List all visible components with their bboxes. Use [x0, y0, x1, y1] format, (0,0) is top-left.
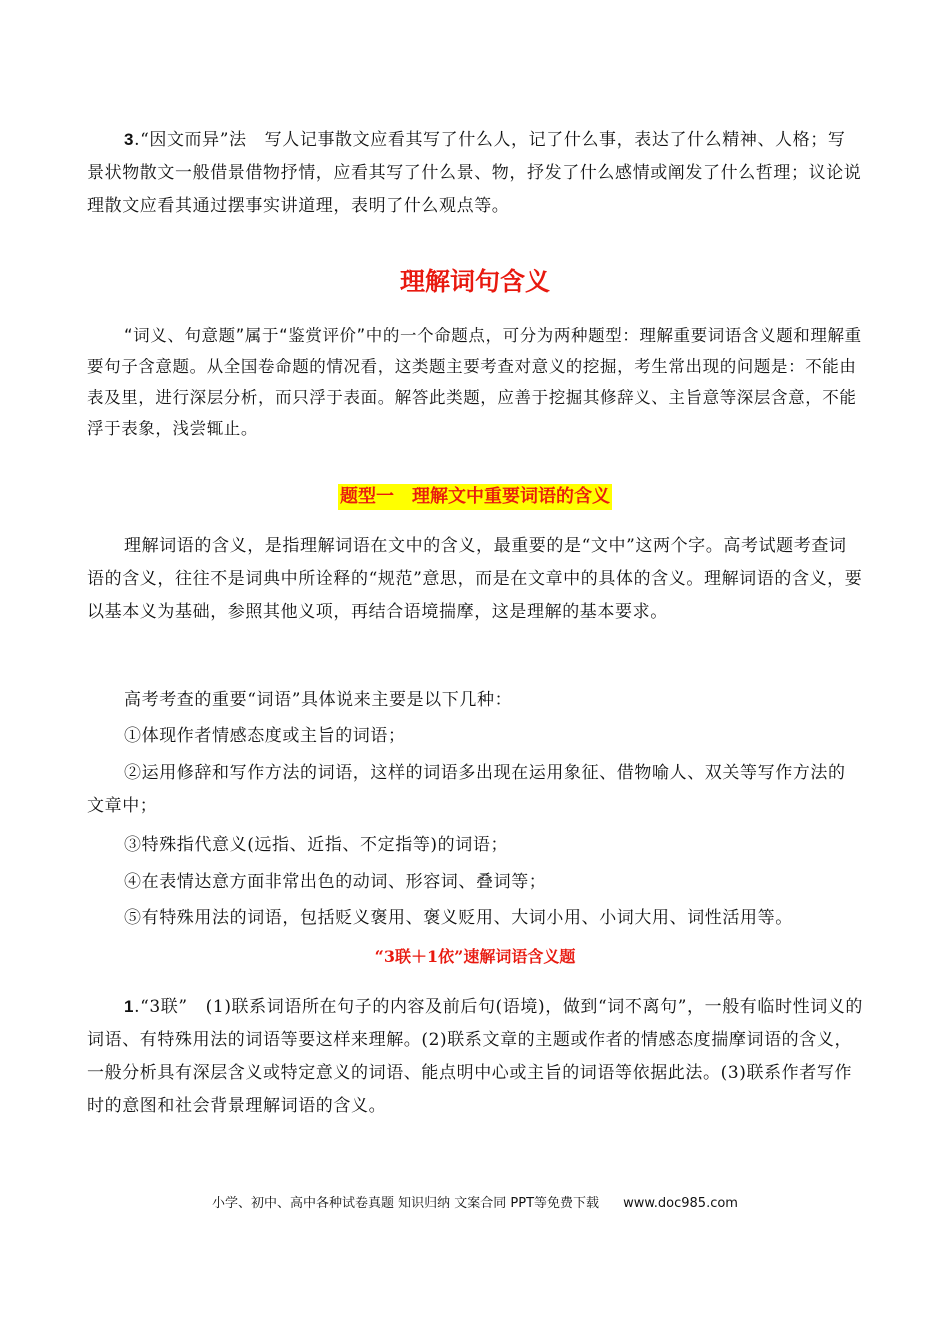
- footer-text: 小学、初中、高中各种试卷真题 知识归纳 文案合同 PPT等免费下载: [212, 1196, 600, 1211]
- intro-paragraph: “词义、句意题”属于“鉴赏评价”中的一个命题点，可分为两种题型：理解重要词语含义题和理解重要句子含意题。从全国卷命题的情况看，这类题主要考查对意义的挖掘，考生常出现的问题是：不能由表及里，进行深层分析，而只浮于表面。解答此类题，应善于挖掘其修辞义、主旨意等深层含意，不能浮于表象，浅尝辄止。: [87, 326, 862, 438]
- section-1-paragraph: [87, 990, 863, 1123]
- list-item-1: ①体现作者情感态度或主旨的词语；: [124, 726, 406, 746]
- section-1-text: (1)联系词语所在句子的内容及前后句(语境)，做到“词不离句”，一般有临时性词义的词语、有特殊用法的词语等要这样来理解。(2)联系文章的主题或作者的情感态度揣摩词语的含义，一般分析具有深层含义或特定意义的词语、能点明中心或主旨的词语等依据此法。(3)联系作者写作时的意图和社会背景理解词语的含义。: [87, 997, 863, 1116]
- list-item-4: ④在表情达意方面非常出色的动词、形容词、叠词等；: [124, 872, 547, 892]
- section-3-text: 写人记事散文应看其写了什么人，记了什么事，表达了什么精神、人格；写景状物散文一般借景借物抒情，应看其写了什么景、物，抒发了什么感情或阐发了什么哲理；议论说理散文应看其通过摆事实讲道理，表明了什么观点等。: [87, 130, 862, 216]
- list-item-3: ③特殊指代意义(远指、近指、不定指等)的词语；: [124, 835, 509, 855]
- type1-heading-wrap: [0, 484, 950, 510]
- type1-heading: 题型一 理解文中重要词语的含义: [338, 484, 612, 510]
- method-heading: “3联＋1依”速解词语含义题: [374, 947, 576, 966]
- section-1-label: .“3联”: [134, 997, 188, 1017]
- footer: [0, 1192, 950, 1211]
- paragraph-1: 理解词语的含义，是指理解词语在文中的含义，最重要的是“文中”这两个字。高考试题考查词语的含义，往往不是词典中所诠释的“规范”意思，而是在文章中的具体的含义。理解词语的含义，要以基本义为基础，参照其他义项，再结合语境揣摩，这是理解的基本要求。: [87, 536, 863, 622]
- section-1-number: 1: [124, 997, 135, 1016]
- section-3-number: 3: [124, 130, 135, 149]
- main-title: 理解词句含义: [399, 267, 550, 296]
- section-3-label: .“因文而异”法: [134, 130, 247, 150]
- paragraph-2: 高考考查的重要“词语”具体说来主要是以下几种：: [124, 690, 513, 710]
- section-3-paragraph: [87, 123, 863, 223]
- list-item-2: ②运用修辞和写作方法的词语，这样的词语多出现在运用象征、借物喻人、双关等写作方法的文章中；: [87, 763, 846, 816]
- list-item-5: ⑤有特殊用法的词语，包括贬义褒用、褒义贬用、大词小用、小词大用、词性活用等。: [124, 908, 793, 928]
- footer-link[interactable]: www.doc985.com: [623, 1196, 738, 1211]
